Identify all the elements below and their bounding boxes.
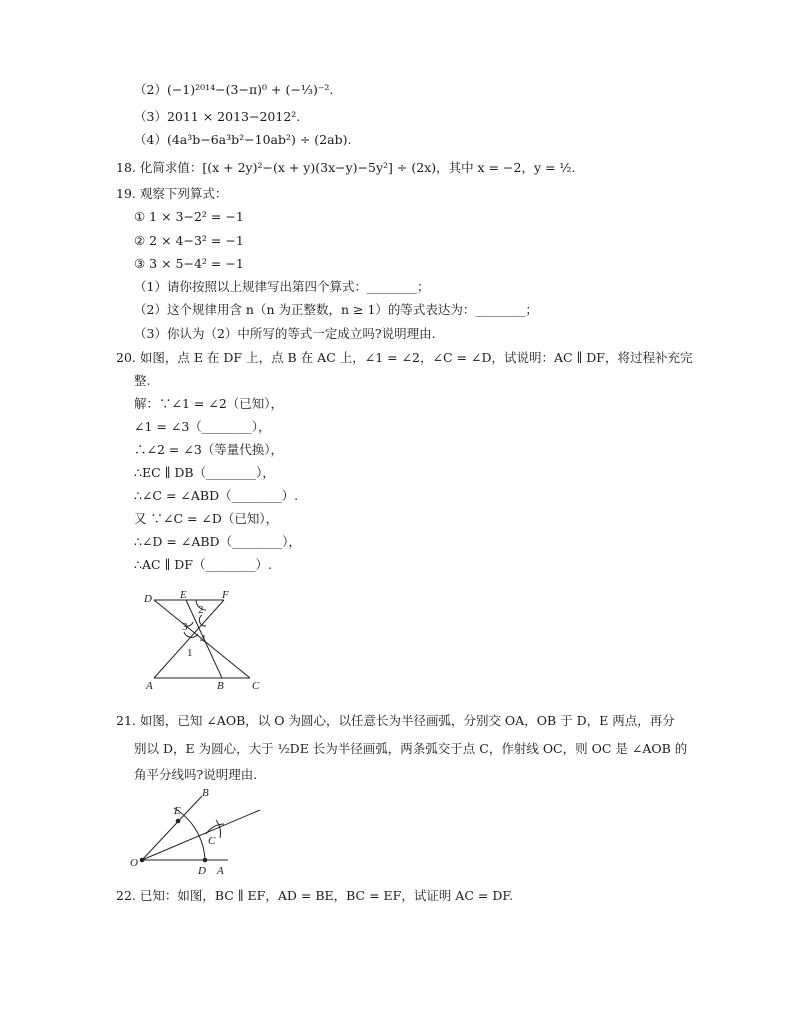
q20-step-2: ∠1 = ∠3（________），	[134, 419, 271, 434]
q20-step-5: ∴∠C = ∠ABD（________）.	[134, 488, 299, 503]
q19-eq-1: ① 1 × 3−2² = −1	[134, 209, 244, 224]
label-b: B	[202, 787, 209, 799]
q20-line-1: 20. 如图，点 E 在 DF 上，点 B 在 AC 上，∠1 = ∠2，∠C = ∠D，试说明：AC ∥ DF，将过程补充完	[116, 350, 693, 365]
label-d: D	[198, 865, 206, 877]
q19-eq-3: ③ 3 × 5−4² = −1	[134, 256, 244, 271]
segment-ab-diagonal	[154, 600, 224, 678]
q20-step-4: ∴EC ∥ DB（________），	[134, 465, 275, 480]
q19-sub-3: （3）你认为（2）中所写的等式一定成立吗?说明理由.	[134, 326, 436, 341]
q21-line-3: 角平分线吗?说明理由.	[134, 767, 258, 782]
q19-title: 19. 观察下列算式：	[116, 186, 228, 201]
q20-figure	[140, 588, 270, 694]
label-f: F	[222, 589, 229, 601]
q22-text: 22. 已知：如图，BC ∥ EF，AD = BE，BC = EF，试证明 AC = DF.	[116, 888, 514, 903]
label-c: C	[208, 835, 216, 847]
label-b: B	[217, 680, 224, 692]
label-angle-2: 2	[198, 604, 204, 616]
arc-from-e	[216, 820, 221, 838]
label-a: A	[146, 680, 153, 692]
label-angle-4: 4	[200, 633, 206, 645]
q19-sub-2: （2）这个规律用含 n（n 为正整数，n ≥ 1）的等式表达为：________；	[134, 302, 538, 317]
q20-step-7: ∴∠D = ∠ABD（________），	[134, 534, 301, 549]
q19-sub-1: （1）请你按照以上规律写出第四个算式：________；	[134, 279, 430, 294]
ray-ob	[142, 796, 202, 860]
point-o	[140, 858, 145, 863]
q20-step-1: 解：∵∠1 = ∠2（已知），	[134, 396, 284, 411]
q17-item-3: （3）2011 × 2013−2012².	[134, 109, 301, 124]
q20-step-8: ∴AC ∥ DF（________）.	[134, 557, 272, 572]
label-a: A	[217, 865, 224, 877]
label-e: E	[174, 805, 181, 817]
q20-step-6: 又 ∵∠C = ∠D（已知），	[134, 511, 279, 526]
q20-line-2: 整.	[134, 373, 151, 388]
q21-line-1: 21. 如图，已知 ∠AOB，以 O 为圆心，以任意长为半径画弧，分别交 OA，OB 于 D，E 两点，再分	[116, 713, 675, 728]
q17-item-4: （4）(4a³b−6a³b²−10ab²) ÷ (2ab).	[134, 132, 352, 147]
label-c: C	[252, 680, 260, 692]
label-angle-1: 1	[187, 647, 193, 659]
q17-item-2: （2）(−1)²⁰¹⁴−(3−π)⁰ + (−⅓)⁻².	[134, 82, 334, 97]
point-e	[176, 819, 181, 824]
q19-eq-2: ② 2 × 4−3² = −1	[134, 233, 244, 248]
q18-text: 18. 化简求值：[(x + 2y)²−(x + y)(3x−y)−5y²] ÷ (2x)，其中 x = −2，y = ½.	[116, 160, 576, 175]
q21-line-2: 别以 D，E 为圆心，大于 ½DE 长为半径画弧，两条弧交于点 C，作射线 OC，则 OC 是 ∠AOB 的	[134, 741, 688, 756]
label-e: E	[180, 589, 187, 601]
point-d	[203, 858, 208, 863]
q21-figure	[126, 786, 266, 882]
label-angle-3: 3	[182, 621, 188, 633]
label-o: O	[130, 857, 138, 869]
label-d: D	[144, 593, 152, 605]
q20-step-3: ∴∠2 = ∠3（等量代换），	[134, 442, 284, 457]
ray-oc	[142, 810, 260, 860]
